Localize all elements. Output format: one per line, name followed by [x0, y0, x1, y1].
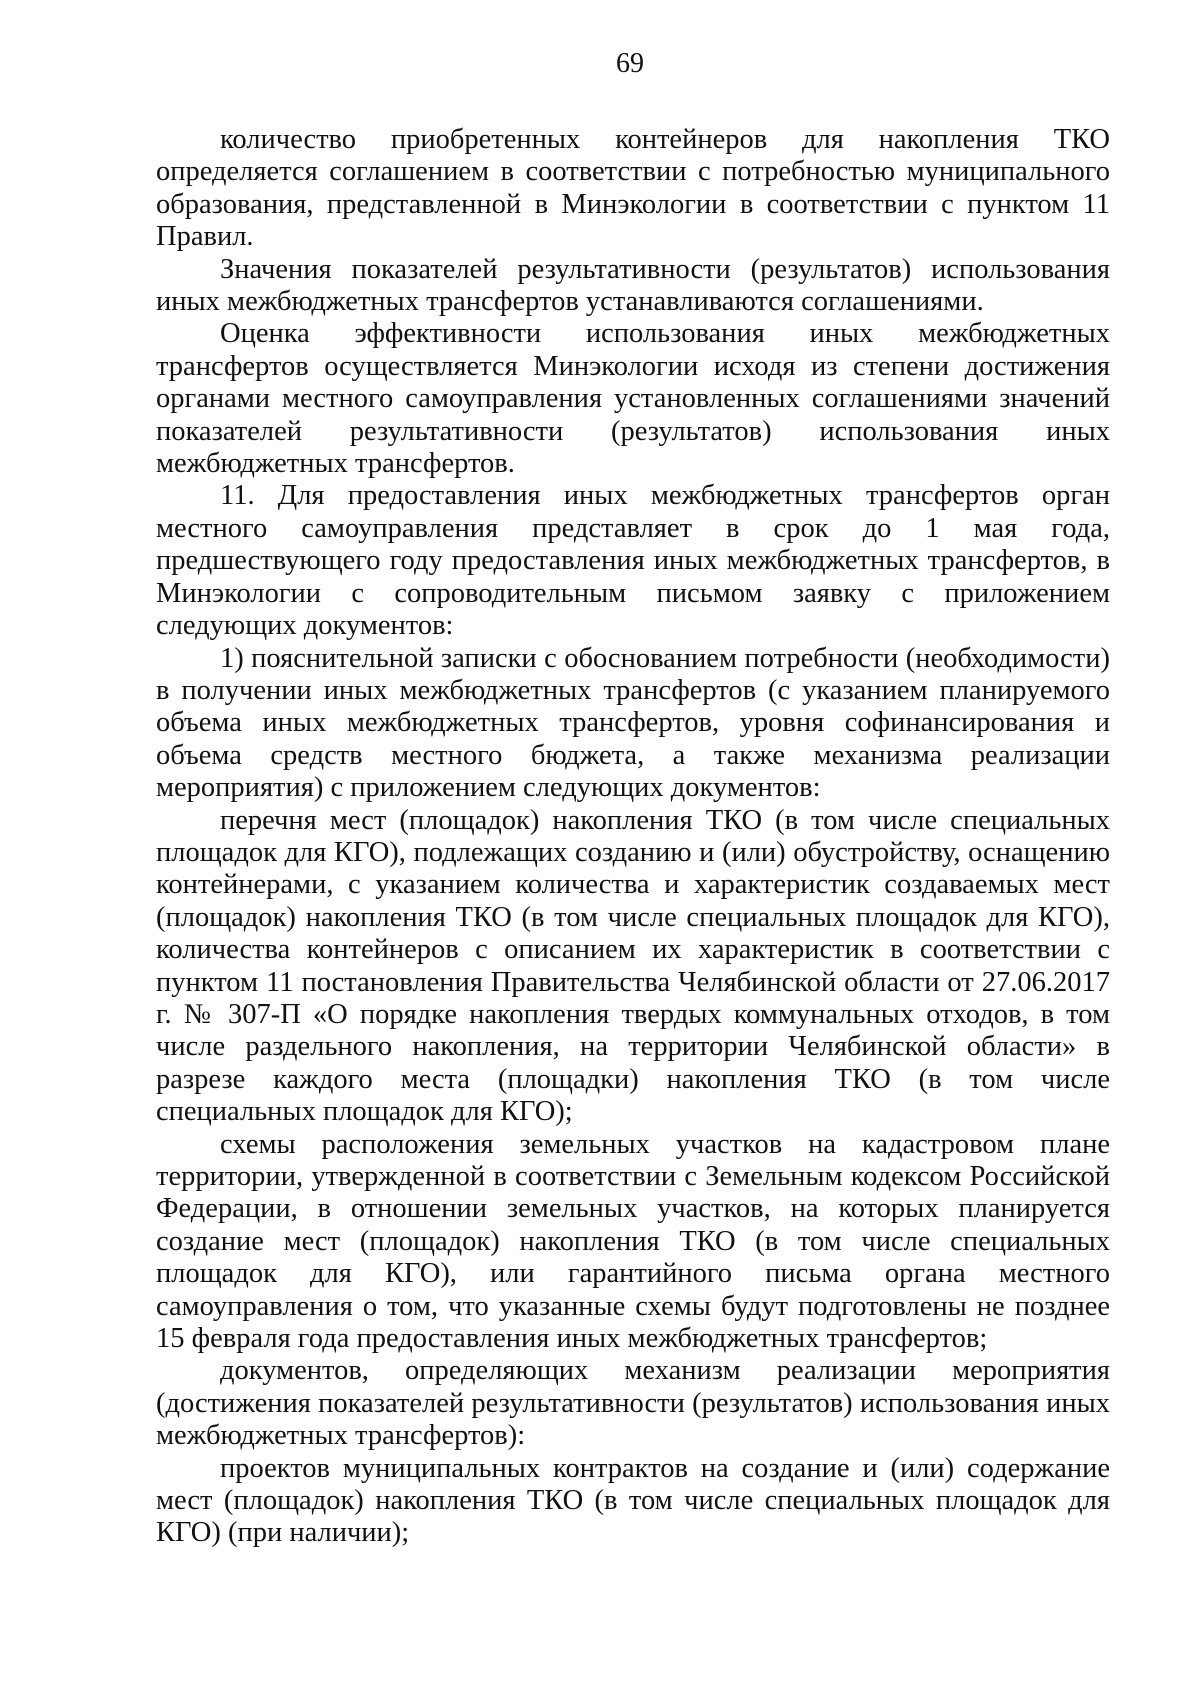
paragraph-efficiency-assessment: Оценка эффективности использования иных межбюджетных трансфертов осуществляется Минэкологии исходя из степени достижения органами местного самоуправления установленных соглашениями значений показателей результативности (результатов) использования иных межбюджетных трансфертов. — [156, 318, 1110, 480]
paragraph-municipal-contracts: проектов муниципальных контрактов на создание и (или) содержание мест (площадок) накопления ТКО (в том числе специальных площадок для КГО) (при наличии); — [156, 1452, 1110, 1549]
paragraph-land-plots-scheme: схемы расположения земельных участков на кадастровом плане территории, утвержденной в соответствии с Земельным кодексом Российской Федерации, в отношении земельных участков, на которых планируется создание мест (площадок) накопления ТКО (в том числе специальных площадок для КГО), или гарантийного письма органа местного самоуправления о том, что указанные схемы будут подготовлены не позднее 15 февраля года предоставления иных межбюджетных трансфертов; — [156, 1128, 1110, 1355]
paragraph-mechanism-documents: документов, определяющих механизм реализации мероприятия (достижения показателей результативности (результатов) использования иных межбюджетных трансфертов): — [156, 1355, 1110, 1452]
page-number: 69 — [616, 48, 644, 79]
paragraph-11-application: 11. Для предоставления иных межбюджетных трансфертов орган местного самоуправления представляет в срок до 1 мая года, предшествующего году предоставления иных межбюджетных трансфертов, в Минэкологии с сопроводительным письмом заявку с приложением следующих документов: — [156, 480, 1110, 642]
paragraph-containers: количество приобретенных контейнеров для накопления ТКО определяется соглашением в соответствии с потребностью муниципального образования, представленной в Минэкологии в соответствии с пунктом 11 Правил. — [156, 124, 1110, 253]
paragraph-explanatory-note: 1) пояснительной записки с обоснованием потребности (необходимости) в получении иных межбюджетных трансфертов (с указанием планируемого объема иных межбюджетных трансфертов, уровня софинансирования и объема средств местного бюджета, а также механизма реализации мероприятия) с приложением следующих документов: — [156, 642, 1110, 804]
paragraph-site-list: перечня мест (площадок) накопления ТКО (в том числе специальных площадок для КГО), подлежащих созданию и (или) обустройству, оснащению контейнерами, с указанием количества и характеристик создаваемых мест (площадок) накопления ТКО (в том числе специальных площадок для КГО), количества контейнеров с описанием их характеристик в соответствии с пунктом 11 постановления Правительства Челябинской области от 27.06.2017 г. № 307-П «О порядке накопления твердых коммунальных отходов, в том числе раздельного накопления, на территории Челябинской области» в разрезе каждого места (площадки) накопления ТКО (в том числе специальных площадок для КГО); — [156, 804, 1110, 1128]
paragraph-indicator-values: Значения показателей результативности (результатов) использования иных межбюджетных трансфертов устанавливаются соглашениями. — [156, 253, 1110, 318]
document-body — [156, 124, 1110, 1550]
